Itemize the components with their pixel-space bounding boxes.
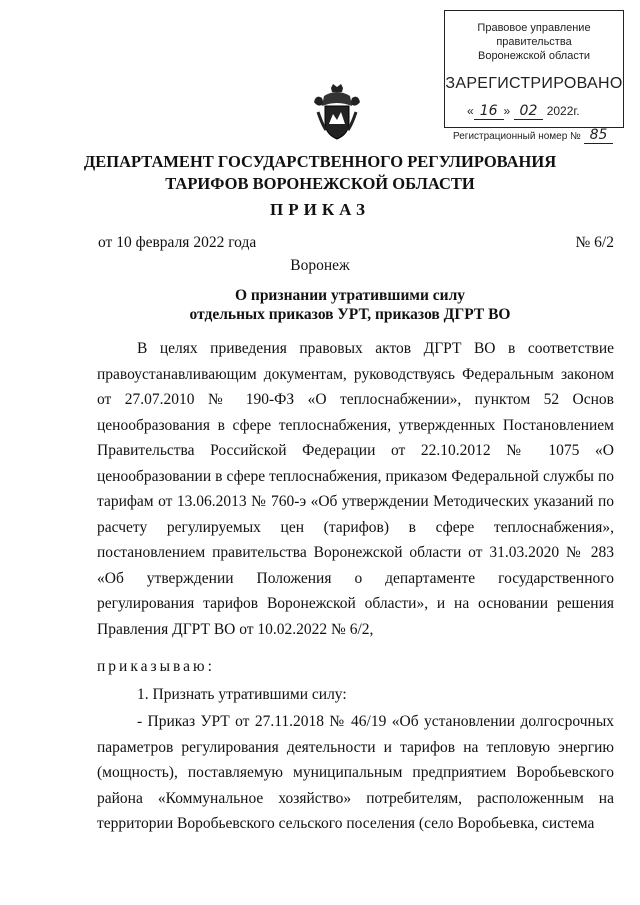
stamp-date-day: 16 [474,103,504,120]
order-number: № 6/2 [575,234,614,251]
stamp-org-line2: Воронежской области [477,50,590,62]
title-line2: отдельных приказов УРТ, приказов ДГРТ ВО [189,306,511,323]
item-1-sub: - Приказ УРТ от 27.11.2018 № 46/19 «Об установлении долгосрочных параметров регулирования деятельности и тарифов на тепловую энергию (мощность), поставляемую муниципальным предприятием Воробьевского района «Коммунальное хозяйство» потребителям, расположенным на территории Воробьевского сельского поселения (село Воробьевка, система [97,713,614,832]
order-date: от 10 февраля 2022 года [98,234,257,251]
document-type: ПРИКАЗ [270,200,370,219]
preamble-paragraph: В целях приведения правовых актов ДГРТ ВО в соответствие правоустанавливающим документам, руководствуясь Федеральным законом от 27.07.2010 № 190-ФЗ «О теплоснабжении», пунктом 52 Основ ценообразования в сфере теплоснабжения, утвержденных Постановлением Правительства Российской Федерации от 22.10.2012 № 1075 «О ценообразовании в сфере теплоснабжения, приказом Федеральной службы по тарифам от 13.06.2013 № 760-э «Об утверждении Методических указаний по расчету регулируемых цен (тарифов) в сфере теплоснабжения», постановлением правительства Воронежской области от 31.03.2020 № 283 «Об утверждении Положения о департаменте государственного регулирования тарифов Воронежской области», и на основании решения Правления ДГРТ ВО от 10.02.2022 № 6/2, [97,340,614,638]
coat-of-arms-icon [312,84,362,142]
title-line1: О признании утратившими силу [234,287,466,304]
stamp-date-year: 2022г. [546,104,580,118]
stamp-reg-number [445,127,623,143]
stamp-registered: ЗАРЕГИСТРИРОВАНО [445,75,623,92]
stamp-org [445,21,623,63]
stamp-reg-label: Регистрационный номер № [453,131,581,142]
registration-stamp [444,10,624,143]
stamp-date-month: 02 [514,103,544,120]
item-1: 1. Признать утратившими силу: [137,685,347,703]
stamp-date: « 16 » 02 2022г. [467,103,580,119]
city: Воронеж [290,257,350,274]
stamp-reg-value: 85 [584,127,614,144]
department-line2: ТАРИФОВ ВОРОНЕЖСКОЙ ОБЛАСТИ [165,174,475,193]
document-body [97,336,614,837]
document-title [100,286,600,324]
stamp-org-line1: Правовое управление правительства [477,22,591,48]
department-name [60,151,580,195]
order-word: приказываю: [97,658,215,675]
date-number-line [98,234,614,252]
department-line1: ДЕПАРТАМЕНТ ГОСУДАРСТВЕННОГО РЕГУЛИРОВАНИЯ [83,152,557,171]
